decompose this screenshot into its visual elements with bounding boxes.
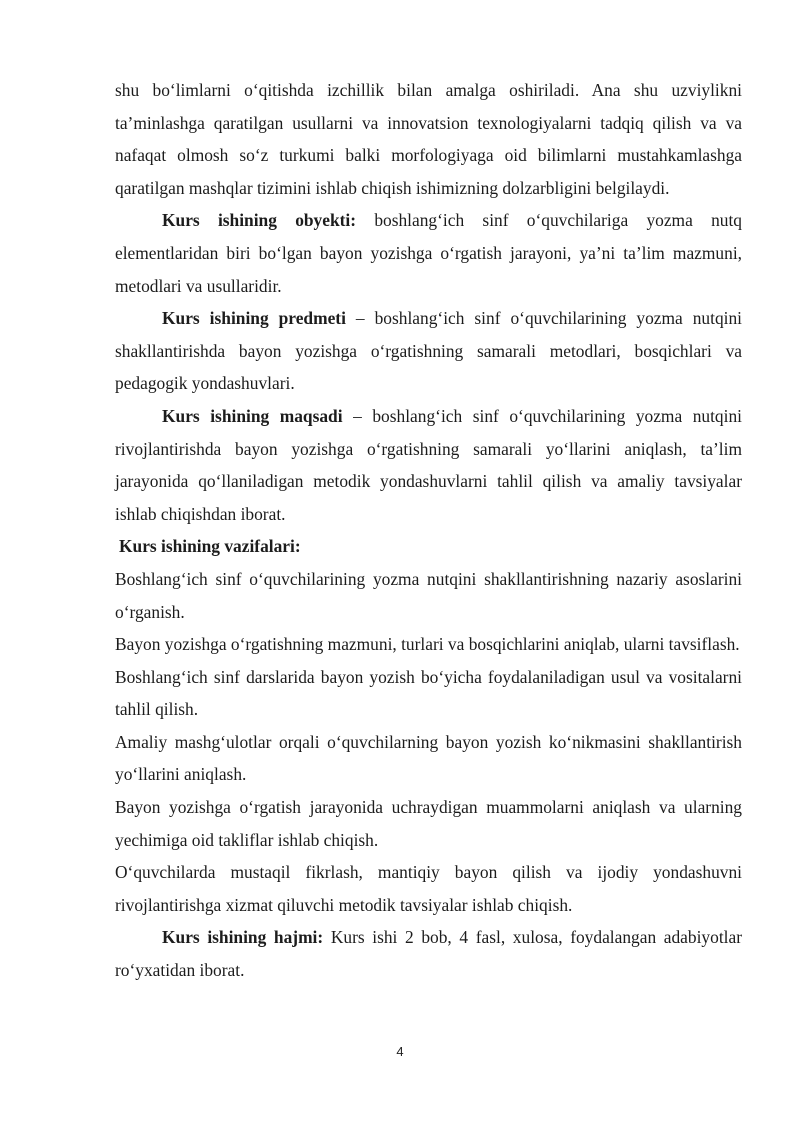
vazifa-item: Amaliy mashg‘ulotlar orqali o‘quvchilarning bayon yozish ko‘nikmasini shakllantirish yo‘llarini aniqlash. [115,731,742,785]
hajmi-paragraph [115,921,742,986]
vazifalar-heading [115,530,742,563]
vazifalar-label: Kurs ishining vazifalari: [119,536,301,557]
vazifa-item: Bayon yozishga o‘rgatish jarayonida uchraydigan muammolarni aniqlash va ularning yechimiga oid takliflar ishlab chiqish. [115,797,742,850]
predmet-text: – boshlang‘ich sinf o‘quvchilarining yozma nutqini shakllantirishda bayon yozishga o‘rgatishning samarali metodlari, bosqichlari va pedagogik yondashuvlari. [115,308,742,394]
obyekt-text: boshlang‘ich sinf o‘quvchilariga yozma nutq elementlaridan biri bo‘lgan bayon yozishga o‘rgatish jarayoni, ya’ni ta’lim mazmuni, metodlari va usullaridir. [115,210,742,296]
obyekt-paragraph [115,204,742,302]
maqsad-paragraph [115,400,742,530]
vazifa-item: Bayon yozishga o‘rgatishning mazmuni, turlari va bosqichlarini aniqlab, ularni tavsiflash. [115,634,740,655]
predmet-paragraph [115,302,742,400]
maqsad-text: – boshlang‘ich sinf o‘quvchilarining yozma nutqini rivojlantirishda bayon yozishga o‘rgatishning samarali yo‘llarini aniqlash, ta’lim jarayonida qo‘llaniladigan metodik yondashuvlarni tahlil qilish va amaliy tavsiyalar ishlab chiqishdan iborat. [115,405,742,524]
obyekt-label: Kurs ishining obyekti: [162,210,357,231]
hajmi-text: Kurs ishi 2 bob, 4 fasl, xulosa, foydalangan adabiyotlar ro‘yxatidan iborat. [115,927,742,981]
intro-paragraph: shu bo‘limlarni o‘qitishda izchillik bilan amalga oshiriladi. Ana shu uzviylikni ta’minlashga qaratilgan usullarni va innovatsion texnologiyalarni tadqiq qilish va va nafaqat olmosh so‘z turkumi balki morfologiyaga oid bilimlarni mustahkamlashga qaratilgan mashqlar tizimini ishlab chiqish ishimizning dolzarbligini belgilaydi. [115,80,742,198]
vazifa-item: Boshlang‘ich sinf darslarida bayon yozish bo‘yicha foydalaniladigan usul va vositalarni tahlil qilish. [115,666,742,720]
document-body [115,74,742,987]
hajmi-label: Kurs ishining hajmi: [162,927,324,948]
vazifa-item: Boshlang‘ich sinf o‘quvchilarining yozma nutqini shakllantirishning nazariy asoslarini o‘rganish. [115,568,742,622]
vazifa-item: O‘quvchilarda mustaqil fikrlash, mantiqiy bayon qilish va ijodiy yondashuvni rivojlantirishga xizmat qiluvchi metodik tavsiyalar ishlab chiqish. [115,862,742,915]
maqsad-label: Kurs ishining maqsadi [162,405,343,426]
predmet-label: Kurs ishining predmeti [162,308,346,329]
page-number: 4 [396,1044,404,1059]
